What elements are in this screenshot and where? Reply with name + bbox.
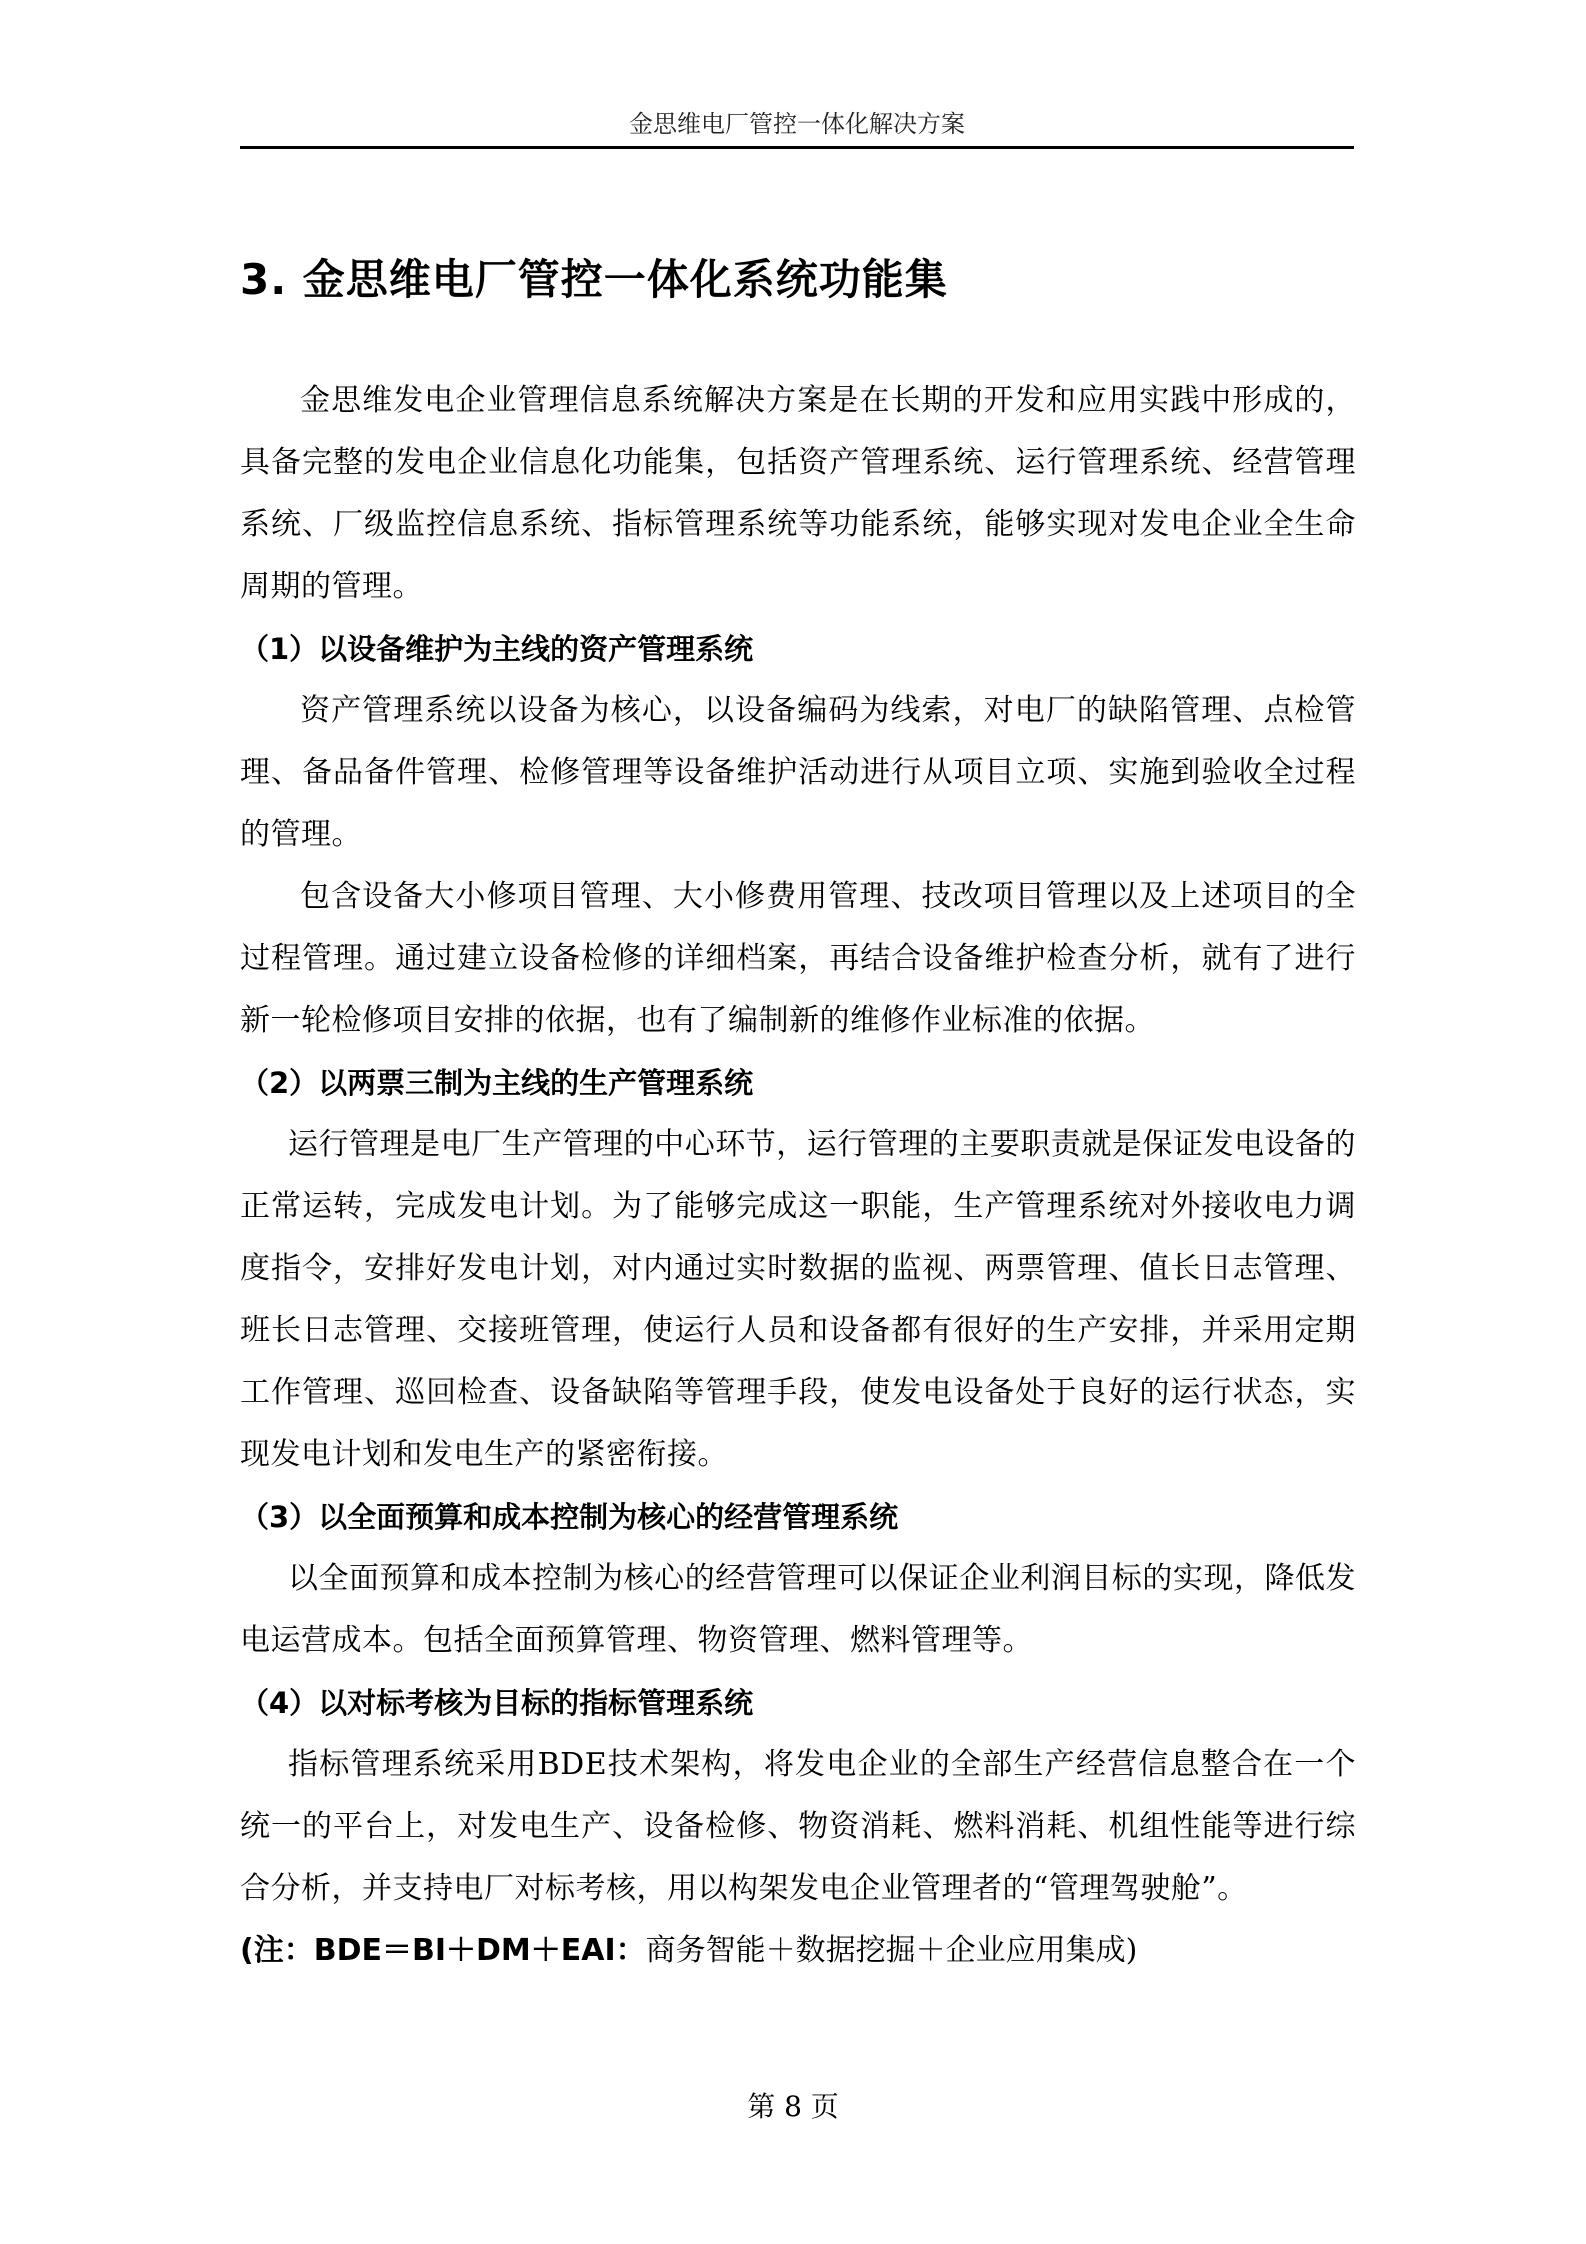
section-heading-business-management: （3）以全面预算和成本控制为核心的经营管理系统 [240, 1500, 899, 1534]
indicator-paragraph: 指标管理系统采用BDE技术架构，将发电企业的全部生产经营信息整合在一个统一的平台上，对发电生产、设备检修、物资消耗、燃料消耗、机组性能等进行综合分析，并支持电厂对标考核，用以构架发电企业管理者的“管理驾驶舱”。 [240, 1747, 1356, 1906]
chapter-title: 3. 金思维电厂管控一体化系统功能集 [240, 255, 948, 304]
section-heading-asset-management: （1）以设备维护为主线的资产管理系统 [240, 632, 754, 666]
bde-note [240, 1920, 1356, 1982]
intro-paragraph: 金思维发电企业管理信息系统解决方案是在长期的开发和应用实践中形成的，具备完整的发电企业信息化功能集，包括资产管理系统、运行管理系统、经营管理系统、厂级监控信息系统、指标管理系统等功能系统，能够实现对发电企业全生命周期的管理。 [240, 383, 1356, 604]
section-heading-production-management: （2）以两票三制为主线的生产管理系统 [240, 1066, 754, 1100]
asset-paragraph-1: 资产管理系统以设备为核心，以设备编码为线索，对电厂的缺陷管理、点检管理、备品备件管理、检修管理等设备维护活动进行从项目立项、实施到验收全过程的管理。 [240, 693, 1356, 852]
bde-note-prefix: (注：BDE＝BI＋DM＋EAI： [240, 1933, 646, 1968]
document-body [240, 370, 1356, 1982]
running-header: 金思维电厂管控一体化解决方案 [629, 110, 965, 138]
section-heading-indicator-management: （4）以对标考核为目标的指标管理系统 [240, 1686, 754, 1720]
header-divider [240, 146, 1354, 149]
asset-paragraph-2: 包含设备大小修项目管理、大小修费用管理、技改项目管理以及上述项目的全过程管理。通过建立设备检修的详细档案，再结合设备维护检查分析，就有了进行新一轮检修项目安排的依据，也有了编制新的维修作业标准的依据。 [240, 879, 1356, 1038]
bde-note-text: 商务智能＋数据挖掘＋企业应用集成) [645, 1933, 1138, 1968]
production-paragraph: 运行管理是电厂生产管理的中心环节，运行管理的主要职责就是保证发电设备的正常运转，完成发电计划。为了能够完成这一职能，生产管理系统对外接收电力调度指令，安排好发电计划，对内通过实时数据的监视、两票管理、值长日志管理、班长日志管理、交接班管理，使运行人员和设备都有很好的生产安排，并采用定期工作管理、巡回检查、设备缺陷等管理手段，使发电设备处于良好的运行状态，实现发电计划和发电生产的紧密衔接。 [240, 1127, 1356, 1472]
page-number: 第 8 页 [747, 2090, 839, 2123]
business-paragraph: 以全面预算和成本控制为核心的经营管理可以保证企业利润目标的实现，降低发电运营成本。包括全面预算管理、物资管理、燃料管理等。 [240, 1561, 1356, 1658]
